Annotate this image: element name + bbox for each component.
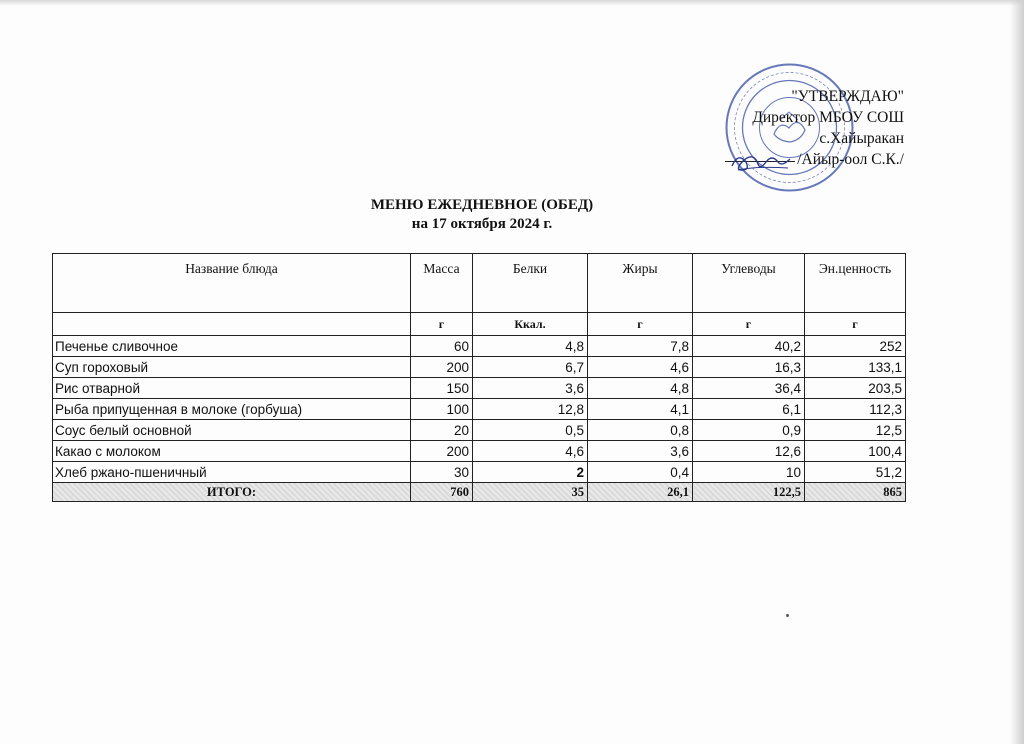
table-row bbox=[53, 462, 906, 483]
unit-cell bbox=[53, 313, 411, 336]
energy-value: 12,5 bbox=[805, 420, 906, 441]
table-row bbox=[53, 420, 906, 441]
dish-name: Суп гороховый bbox=[53, 357, 411, 378]
mass-value: 200 bbox=[411, 441, 473, 462]
total-protein: 35 bbox=[473, 483, 588, 502]
unit-cell: г bbox=[588, 313, 693, 336]
protein-value: 3,6 bbox=[473, 378, 588, 399]
menu-table bbox=[52, 253, 906, 502]
mass-value: 30 bbox=[411, 462, 473, 483]
approval-heading: "УТВЕРЖДАЮ" bbox=[791, 88, 904, 105]
fat-value: 7,8 bbox=[588, 336, 693, 357]
table-row bbox=[53, 399, 906, 420]
carb-value: 16,3 bbox=[693, 357, 805, 378]
approval-name: /Айыр-оол С.К./ bbox=[797, 151, 904, 168]
fat-value: 4,1 bbox=[588, 399, 693, 420]
mass-value: 150 bbox=[411, 378, 473, 399]
fat-value: 0,4 bbox=[588, 462, 693, 483]
unit-cell: Ккал. bbox=[473, 313, 588, 336]
table-row bbox=[53, 441, 906, 462]
carb-value: 0,9 bbox=[693, 420, 805, 441]
protein-value: 0,5 bbox=[473, 420, 588, 441]
energy-value: 100,4 bbox=[805, 441, 906, 462]
table-total-row bbox=[53, 483, 906, 502]
approval-position: Директор МБОУ СОШ bbox=[752, 109, 904, 126]
unit-cell: г bbox=[411, 313, 473, 336]
header-fats: Жиры bbox=[588, 254, 693, 313]
scan-shadow-top bbox=[0, 0, 1024, 6]
energy-value: 112,3 bbox=[805, 399, 906, 420]
energy-value: 203,5 bbox=[805, 378, 906, 399]
dish-name: Рыба припущенная в молоке (горбуша) bbox=[53, 399, 411, 420]
fat-value: 4,6 bbox=[588, 357, 693, 378]
dish-name: Хлеб ржано-пшеничный bbox=[53, 462, 411, 483]
scan-shadow-right bbox=[1010, 0, 1024, 744]
carb-value: 10 bbox=[693, 462, 805, 483]
protein-value: 4,6 bbox=[473, 441, 588, 462]
protein-value: 4,8 bbox=[473, 336, 588, 357]
mass-value: 20 bbox=[411, 420, 473, 441]
total-mass: 760 bbox=[411, 483, 473, 502]
total-energy: 865 bbox=[805, 483, 906, 502]
unit-cell: г bbox=[693, 313, 805, 336]
fat-value: 4,8 bbox=[588, 378, 693, 399]
carb-value: 12,6 bbox=[693, 441, 805, 462]
protein-value: 6,7 bbox=[473, 357, 588, 378]
title-line-1: МЕНЮ ЕЖЕДНЕВНОЕ (ОБЕД) bbox=[370, 197, 594, 213]
energy-value: 51,2 bbox=[805, 462, 906, 483]
energy-value: 133,1 bbox=[805, 357, 906, 378]
mass-value: 100 bbox=[411, 399, 473, 420]
fat-value: 0,8 bbox=[588, 420, 693, 441]
dish-name: Соус белый основной bbox=[53, 420, 411, 441]
total-fat: 26,1 bbox=[588, 483, 693, 502]
energy-value: 252 bbox=[805, 336, 906, 357]
carb-value: 6,1 bbox=[693, 399, 805, 420]
scan-speck bbox=[786, 614, 789, 617]
protein-value: 12,8 bbox=[473, 399, 588, 420]
protein-value: 2 bbox=[473, 462, 588, 483]
table-units-row bbox=[53, 313, 906, 336]
table-row bbox=[53, 357, 906, 378]
table-row bbox=[53, 378, 906, 399]
dish-name: Какао с молоком bbox=[53, 441, 411, 462]
total-carb: 122,5 bbox=[693, 483, 805, 502]
carb-value: 40,2 bbox=[693, 336, 805, 357]
dish-name: Рис отварной bbox=[53, 378, 411, 399]
mass-value: 200 bbox=[411, 357, 473, 378]
approval-location: с.Хайыракан bbox=[819, 130, 904, 147]
header-carbs: Углеводы bbox=[693, 254, 805, 313]
handwritten-signature bbox=[728, 148, 798, 176]
carb-value: 36,4 bbox=[693, 378, 805, 399]
table-header-row bbox=[53, 254, 906, 313]
total-label: ИТОГО: bbox=[53, 483, 411, 502]
dish-name: Печенье сливочное bbox=[53, 336, 411, 357]
table-row bbox=[53, 336, 906, 357]
unit-cell: г bbox=[805, 313, 906, 336]
header-energy: Эн.ценность bbox=[805, 254, 906, 313]
fat-value: 3,6 bbox=[588, 441, 693, 462]
header-proteins: Белки bbox=[473, 254, 588, 313]
document-title bbox=[282, 196, 682, 234]
header-mass: Масса bbox=[411, 254, 473, 313]
mass-value: 60 bbox=[411, 336, 473, 357]
header-dish-name: Название блюда bbox=[53, 254, 411, 313]
title-line-2: на 17 октября 2024 г. bbox=[411, 216, 553, 232]
